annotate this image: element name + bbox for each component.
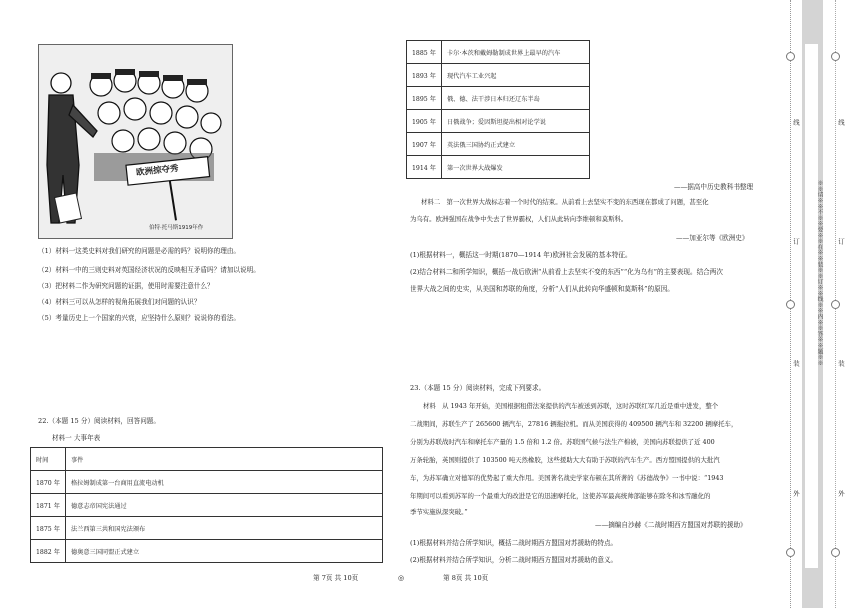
q23-line-3: 分别为苏联战时汽车和摩托车产量的 1.5 倍和 1.2 倍。苏联国气候与法生产棉被，美国向苏联提供了近 400 bbox=[410, 438, 715, 446]
table-header-row bbox=[31, 448, 383, 471]
q23-source: ——摘编自沙赫《二战时期西方盟国对苏联的援助》 bbox=[595, 521, 747, 529]
q23-line-6: 年期间可以看到苏军的一个最重大的改进是它的迅速摩托化，这使苏军最高统帅部能够在除冬和冰雪融化的 bbox=[410, 492, 711, 500]
material2-line-1: 材料二 第一次世界大战标志着一个时代的结束。从前看上去坚实不变的东西现在都成了问题，甚至化 bbox=[421, 198, 709, 206]
row-event: 格拉姆制成第一台商用直流电动机 bbox=[66, 471, 383, 494]
q22-material-title: 材料一 大事年表 bbox=[52, 434, 101, 442]
q22-question-1: (1)根据材料一，概括这一时期(1870—1914 年)欧洲社会发展的基本特征。 bbox=[410, 251, 632, 259]
row-year: 1885 年 bbox=[407, 41, 442, 64]
q23-question-1: (1)根据材料并结合所学知识，概括二战时期西方盟国对苏援助的特点。 bbox=[410, 539, 618, 547]
cartoon-drawing bbox=[39, 45, 232, 238]
row-event: 日俄战争；爱因斯坦提出相对论学说 bbox=[442, 110, 590, 133]
q22-heading: 22.（本题 15 分）阅读材料，回答问题。 bbox=[38, 417, 160, 425]
binding-circle-icon bbox=[831, 548, 840, 557]
table-row bbox=[31, 517, 383, 540]
row-year: 1871 年 bbox=[31, 494, 66, 517]
binding-inner-label-bottom: 订 bbox=[792, 238, 800, 245]
row-year: 1893 年 bbox=[407, 64, 442, 87]
page-number-right: 第 8页 共 10页 bbox=[443, 574, 489, 582]
timeline-table-left bbox=[30, 447, 383, 563]
q23-line-7: 季节实施纵深突破。” bbox=[410, 508, 468, 516]
col-event-header: 事件 bbox=[66, 448, 383, 471]
binding-outer-label-1: 线 bbox=[837, 119, 845, 126]
row-year: 1914 年 bbox=[407, 156, 442, 179]
row-year: 1895 年 bbox=[407, 87, 442, 110]
table-row bbox=[407, 41, 590, 64]
row-event: 德奥意三国同盟正式建立 bbox=[66, 540, 383, 563]
q23-line-5: 车，为苏军确立对德军的优势起了重大作用。美国著名战史学家布顿在其所著的《苏德战争》一书中说：“1943 bbox=[410, 474, 724, 482]
binding-circle-icon bbox=[786, 52, 795, 61]
table-row bbox=[407, 156, 590, 179]
row-year: 1882 年 bbox=[31, 540, 66, 563]
binding-outer-label-2: 订 bbox=[837, 238, 845, 245]
source-textbook: ——据高中历史教科书整理 bbox=[674, 183, 754, 191]
left-question-1: （1）材料一这类史料对我们研究的问题是必需的吗？说明你的理由。 bbox=[38, 247, 241, 255]
left-question-3: （3）把材料二作为研究问题的证据，使用时需要注意什么？ bbox=[38, 282, 214, 290]
table-row bbox=[407, 133, 590, 156]
left-question-5: （5）考量历史上一个国家的兴衰，应坚持什么原则？说说你的看法。 bbox=[38, 314, 241, 322]
row-event: 法兰西第三共和国宪法颁布 bbox=[66, 517, 383, 540]
page-number-left: 第 7页 共 10页 bbox=[313, 574, 359, 582]
left-question-2: （2）材料一中的三则史料对英国经济状况的反映相互矛盾吗？请加以说明。 bbox=[38, 266, 260, 274]
material2-source: ——加亚尔等《欧洲史》 bbox=[676, 234, 749, 242]
table-row bbox=[407, 87, 590, 110]
q23-question-2: (2)根据材料并结合所学知识，分析二战时期西方盟国对苏援助的意义。 bbox=[410, 556, 618, 564]
q23-line-4: 万条轮胎，英国则提供了 103500 吨天然橡胶，这些援助大大有助于苏联的汽车生产。西方盟国提供的大批汽 bbox=[410, 456, 720, 464]
binding-circle-icon bbox=[786, 300, 795, 309]
row-event: 俄、德、法干涉日本归还辽东半岛 bbox=[442, 87, 590, 110]
binding-outer-label-3: 装 bbox=[837, 360, 845, 367]
left-question-4: （4）材料三可以从怎样的视角拓展我们对问题的认识？ bbox=[38, 298, 201, 306]
binding-outer-label-4: 外 bbox=[837, 490, 845, 497]
political-cartoon-image bbox=[38, 44, 233, 239]
q22-question-3: 世界大战之间的史实，从美国和苏联的角度，分析“人们从此转向华盛顿和莫斯科”的原因。 bbox=[410, 285, 674, 293]
cartoon-sign-text: 欧洲掠夺秀 bbox=[135, 163, 180, 179]
row-year: 1905 年 bbox=[407, 110, 442, 133]
table-row bbox=[31, 494, 383, 517]
q23-line-1: 材料 从 1943 年开始，美国根据租借法案提供的汽车被送到苏联，这时苏联红军几近是重中进发，整个 bbox=[423, 402, 719, 410]
page-separator-icon: ◎ bbox=[398, 574, 405, 582]
row-year: 1907 年 bbox=[407, 133, 442, 156]
col-time-header: 时间 bbox=[31, 448, 66, 471]
binding-circle-icon bbox=[786, 548, 795, 557]
timeline-table-right bbox=[406, 40, 590, 179]
binding-circle-icon bbox=[831, 300, 840, 309]
q23-heading: 23.（本题 15 分）阅读材料，完成下列要求。 bbox=[410, 384, 546, 392]
binding-inner-label-mid: 线 bbox=[792, 119, 800, 126]
row-event: 现代汽车工业兴起 bbox=[442, 64, 590, 87]
cartoon-signature: 伯特·托马斯1919年作 bbox=[149, 225, 204, 231]
row-event: 德意志帝国宪法通过 bbox=[66, 494, 383, 517]
table-row bbox=[407, 110, 590, 133]
material2-line-2: 为乌有。欧洲强国在战争中失去了世界霸权，人们从此转向李维顿和莫斯科。 bbox=[410, 215, 628, 223]
row-event: 第一次世界大战爆发 bbox=[442, 156, 590, 179]
row-event: 卡尔·本茨和戴姆勒制成世界上最早的汽车 bbox=[442, 41, 590, 64]
table-row bbox=[31, 471, 383, 494]
binding-notice: ※※请※※不※※要※※在※※装※※订※※线※※内※※答※※题※※ bbox=[816, 180, 822, 366]
binding-inner-label-outer: 外 bbox=[792, 490, 800, 497]
q23-line-2: 二战期间，苏联生产了 265600 辆汽车，27816 辆拖拉机。而从美国获得的 409500 辆汽车和 32200 辆摩托车， bbox=[410, 420, 738, 428]
row-year: 1875 年 bbox=[31, 517, 66, 540]
binding-circle-icon bbox=[831, 52, 840, 61]
binding-inner-label-top: 装 bbox=[792, 360, 800, 367]
row-event: 英法俄三国协约正式建立 bbox=[442, 133, 590, 156]
q22-question-2: (2)结合材料二和所学知识，概括一战后欧洲“从前看上去坚实不变的东西”“化为乌有”的主要表现。结合两次 bbox=[410, 268, 723, 276]
table-row bbox=[407, 64, 590, 87]
table-row bbox=[31, 540, 383, 563]
row-year: 1870 年 bbox=[31, 471, 66, 494]
